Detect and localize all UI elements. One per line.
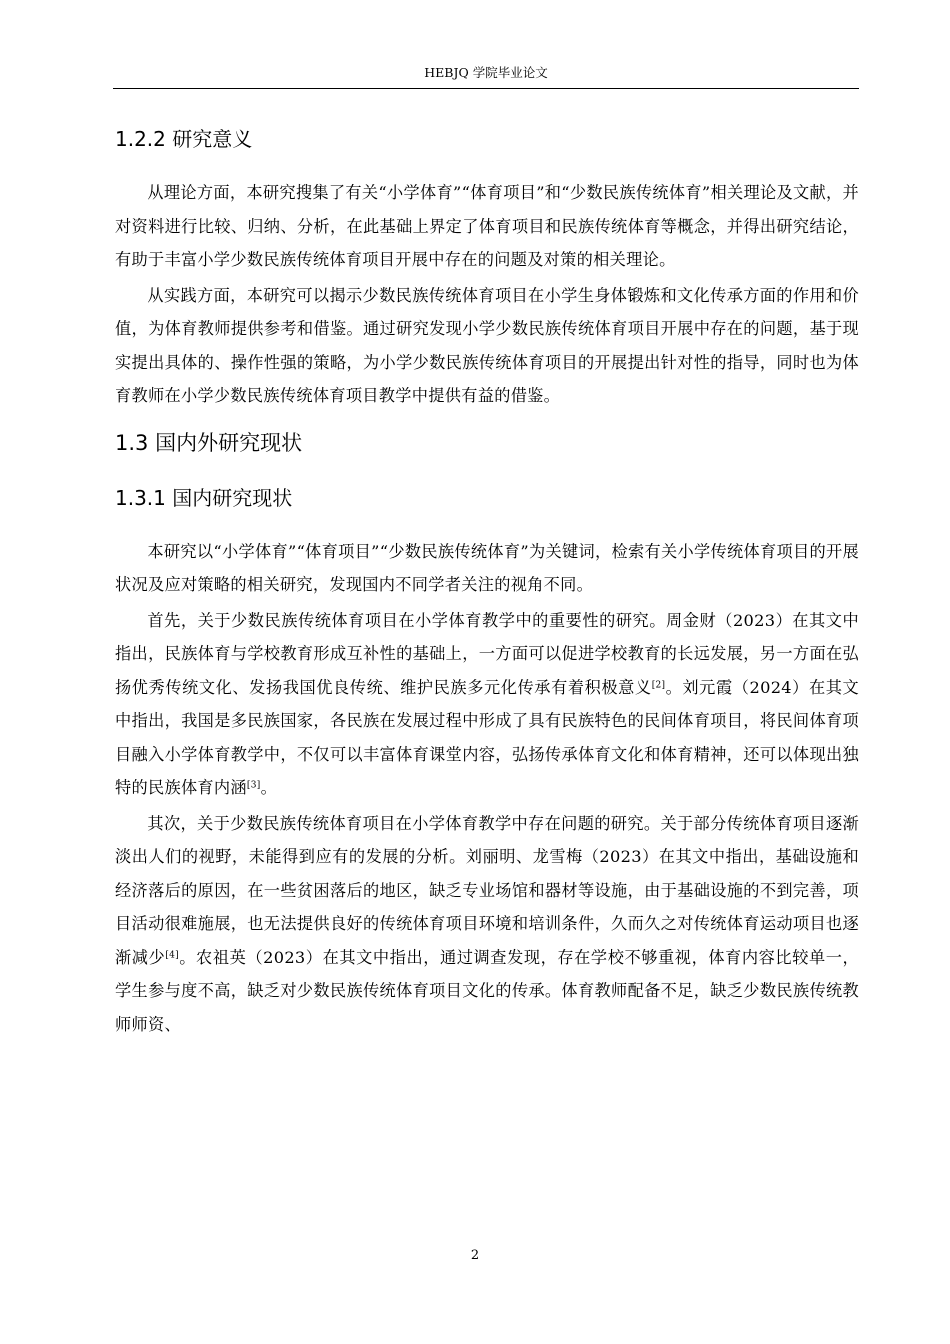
citation-ref-4: [4]	[165, 950, 179, 961]
paragraph-importance-text-3: 。	[260, 778, 278, 797]
section-heading-1-3-1: 1.3.1 国内研究现状	[115, 485, 293, 510]
paragraph-importance-text-2: 。刘元霞（2024）在其文中指出，我国是多民族国家，各民族在发展过程中形成了具有民族特色的民间体育项目，将民间体育项目融入小学体育教学中，不仅可以丰富体育课堂内容，弘扬传承体育文化和体育精神，还可以体现出独特的民族体育内涵	[115, 677, 859, 797]
header-title: HEBJQ 学院毕业论文	[424, 65, 548, 80]
paragraph-problems-text-2: 。农祖英（2023）在其文中指出，通过调查发现，存在学校不够重视，体育内容比较单一，学生参与度不高，缺乏对少数民族传统体育项目文化的传承。体育教师配备不足，缺乏少数民族传统教师师资、	[115, 947, 860, 1034]
page-number: 2	[470, 1248, 480, 1263]
paragraph-problems-text-1: 其次，关于少数民族传统体育项目在小学体育教学中存在问题的研究。关于部分传统体育项目逐渐淡出人们的视野，未能得到应有的发展的分析。刘丽明、龙雪梅（2023）在其文中指出，基础设施和经济落后的原因，在一些贫困落后的地区，缺乏专业场馆和器材等设施，由于基础设施的不到完善，项目活动很难施展，也无法提供良好的传统体育项目环境和培训条件，久而久之对传统体育运动项目也逐渐减少	[115, 813, 859, 967]
page-footer	[0, 1248, 950, 1263]
paragraph-problems	[115, 807, 859, 1042]
paragraph-theory: 从理论方面，本研究搜集了有关“小学体育”“体育项目”和“少数民族传统体育”相关理论及文献，并对资料进行比较、归纳、分析，在此基础上界定了体育项目和民族传统体育等概念，并得出研究结论，有助于丰富小学少数民族传统体育项目开展中存在的问题及对策的相关理论。	[115, 183, 859, 269]
page-body	[115, 122, 859, 1041]
section-heading-1-3: 1.3 国内外研究现状	[115, 430, 303, 455]
citation-ref-3: [3]	[246, 780, 261, 791]
citation-ref-2: [2]	[651, 680, 666, 691]
paragraph-importance-text-1: 首先，关于少数民族传统体育项目在小学体育教学中的重要性的研究。周金财（2023）在其文中指出，民族体育与学校教育形成互补性的基础上，一方面可以促进学校教育的长远发展，另一方面在弘扬优秀传统文化、发扬我国优良传统、维护民族多元化传承有着积极意义	[115, 610, 859, 697]
paragraph-keywords: 本研究以“小学体育”“体育项目”“少数民族传统体育”为关键词，检索有关小学传统体育项目的开展状况及应对策略的相关研究，发现国内不同学者关注的视角不同。	[115, 541, 859, 594]
paragraph-practice: 从实践方面，本研究可以揭示少数民族传统体育项目在小学生身体锻炼和文化传承方面的作用和价值，为体育教师提供参考和借鉴。通过研究发现小学少数民族传统体育项目开展中存在的问题，基于现实提出具体的、操作性强的策略，为小学少数民族传统体育项目的开展提出针对性的指导，同时也为体育教师在小学少数民族传统体育项目教学中提供有益的借鉴。	[115, 285, 859, 405]
page-header	[113, 64, 859, 89]
section-heading-1-2-2: 1.2.2 研究意义	[115, 127, 253, 151]
paragraph-importance	[115, 604, 859, 805]
